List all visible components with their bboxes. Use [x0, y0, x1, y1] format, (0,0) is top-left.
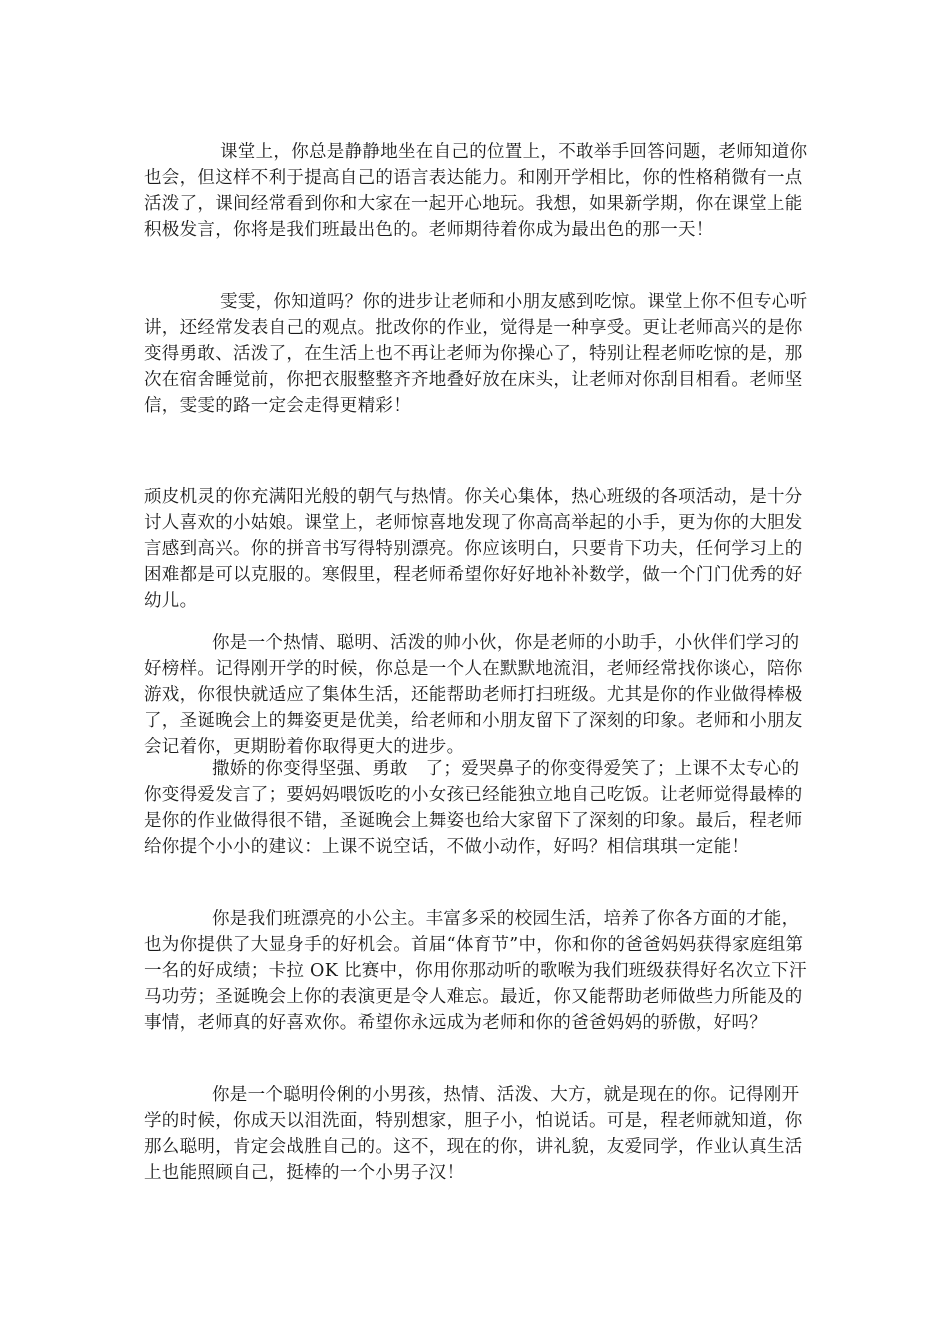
- paragraph-lively-girl: 顽皮机灵的你充满阳光般的朝气与热情。你关心集体，热心班级的各项活动，是十分讨人喜欢的小姑娘。课堂上，老师惊喜地发现了你高高举起的小手，更为你的大胆发言感到高兴。你的拼音书写得特别漂亮。你应该明白，只要肯下功夫，任何学习上的困难都是可以克服的。寒假里，程老师希望你好好地补补数学，做一个门门优秀的好幼儿。: [144, 487, 803, 611]
- paragraph-handsome-boy: 你是一个热情、聪明、活泼的帅小伙，你是老师的小助手，小伙伴们学习的好榜样。记得刚开学的时候，你总是一个人在默默地流泪，老师经常找你谈心，陪你游戏，你很快就适应了集体生活，还能帮助老师打扫班级。尤其是你的作业做得棒极了，圣诞晚会上的舞姿更是优美，给老师和小朋友留下了深刻的印象。老师和小朋友会记着你，更期盼着你取得更大的进步。: [144, 633, 803, 757]
- paragraph-wenwen: 雯雯，你知道吗？你的进步让老师和小朋友感到吃惊。课堂上你不但专心听讲，还经常发表自己的观点。批改你的作业，觉得是一种享受。更让老师高兴的是你变得勇敢、活泼了，在生活上也不再让老师为你操心了，特别让程老师吃惊的是，那次在宿舍睡觉前，你把衣服整整齐齐地叠好放在床头，让老师对你刮目相看。老师坚信，雯雯的路一定会走得更精彩！: [144, 292, 808, 416]
- paragraph-clever-boy: 你是一个聪明伶俐的小男孩，热情、活泼、大方，就是现在的你。记得刚开学的时候，你成天以泪洗面，特别想家，胆子小，怕说话。可是，程老师就知道，你那么聪明，肯定会战胜自己的。这不，现在的你，讲礼貌，友爱同学，作业认真生活上也能照顾自己，挺棒的一个小男子汉！: [144, 1085, 803, 1183]
- paragraph-little-princess: 你是我们班漂亮的小公主。丰富多采的校园生活，培养了你各方面的才能，也为你提供了大显身手的好机会。首届“体育节”中，你和你的爸爸妈妈获得家庭组第一名的好成绩；卡拉 OK 比赛中，你用你那动听的歌喉为我们班级获得好名次立下汗马功劳；圣诞晚会上你的表演更是令人难忘。最近，你又能帮助老师做些力所能及的事情，老师真的好喜欢你。希望你永远成为老师和你的爸爸妈妈的骄傲，好吗？: [144, 909, 807, 1033]
- paragraph-classroom-quiet: 课堂上，你总是静静地坐在自己的位置上，不敢举手回答问题，老师知道你也会，但这样不利于提高自己的语言表达能力。和刚开学相比，你的性格稍微有一点活泼了，课间经常看到你和大家在一起开心地玩。我想，如果新学期，你在课堂上能积极发言，你将是我们班最出色的。老师期待着你成为最出色的那一天！: [144, 142, 808, 240]
- paragraph-qiqi: 撒娇的你变得坚强、勇敢 了；爱哭鼻子的你变得爱笑了；上课不太专心的你变得爱发言了；要妈妈喂饭吃的小女孩已经能独立地自己吃饭。让老师觉得最棒的是你的作业做得很不错，圣诞晚会上舞姿也给大家留下了深刻的印象。最后，程老师给你提个小小的建议：上课不说空话，不做小动作，好吗？相信琪琪一定能！: [144, 759, 803, 857]
